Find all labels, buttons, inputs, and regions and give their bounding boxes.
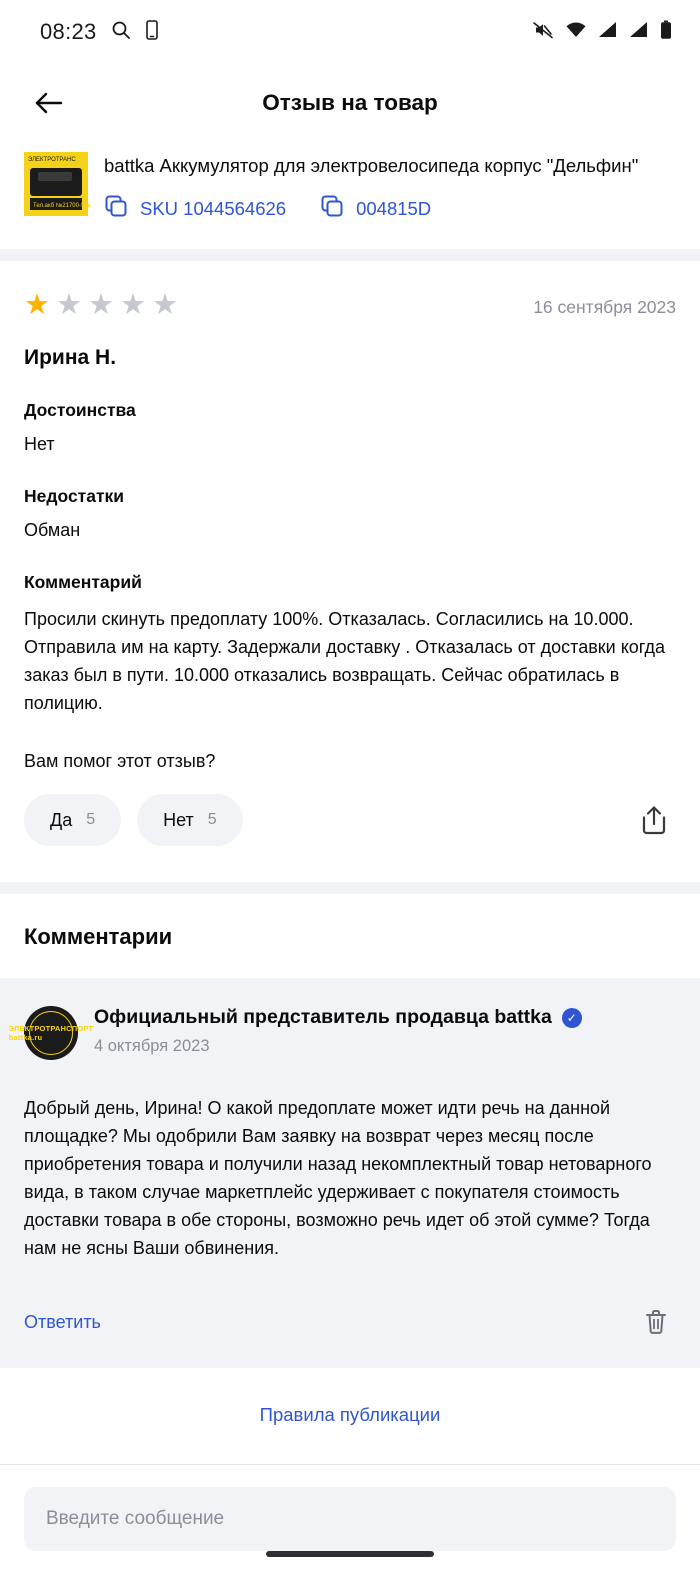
message-composer [0,1464,700,1551]
comment-author: Официальный представитель продавца battka [94,1006,552,1028]
avatar [8,1006,94,1060]
product-title: battka Аккумулятор для электровелосипеда корпус "Дельфин" [104,155,639,176]
helpful-yes-button[interactable] [24,794,121,846]
comment-item [0,978,700,1368]
mute-icon [532,20,554,45]
trash-icon [643,1308,669,1336]
review-spacer [24,846,676,882]
product-thumbnail [24,152,91,216]
verified-badge-icon: ✓ [562,1008,582,1028]
message-input[interactable] [46,1508,654,1530]
comment-label: Комментарий [24,572,142,592]
copy-icon [320,194,344,223]
pros-label: Достоинства [24,400,136,420]
helpful-yes-count: 5 [86,811,96,828]
delete-comment-button[interactable] [636,1302,676,1342]
review-author: Ирина Н. [24,346,117,369]
product-codes [104,194,676,223]
home-indicator[interactable] [266,1551,434,1557]
product-info [104,152,676,223]
star-2: ★ [56,289,82,321]
share-icon [639,804,669,836]
rules-section [0,1368,700,1464]
review-date: 16 сентября 2023 [533,297,676,317]
helpful-actions [24,794,676,846]
publication-rules-link[interactable]: Правила публикации [259,1404,441,1425]
wifi-icon [565,21,587,44]
copy-sku-button[interactable] [104,194,286,223]
comment-author-block [94,1006,582,1056]
cons-label: Недостатки [24,486,125,506]
comment-date: 4 октября 2023 [94,1037,210,1055]
helpful-no-count: 5 [207,811,217,828]
star-5: ★ [152,289,178,321]
comment-actions [24,1302,676,1342]
share-button[interactable] [632,798,676,842]
rating-stars [24,291,178,320]
copy-article-button[interactable] [320,194,431,223]
cellular-signal-icon [598,21,618,44]
page-title: Отзыв на товар [262,90,438,115]
star-4: ★ [120,289,146,321]
reply-button[interactable]: Ответить [24,1311,101,1332]
home-indicator-area [0,1551,700,1573]
star-3: ★ [88,289,114,321]
helpful-no-label: Нет [163,809,194,830]
avatar-label: ЭЛЕКТРОТРАНСПОРТ battka.ru [8,1024,94,1042]
back-button[interactable] [26,80,72,126]
article-label: 004815D [356,197,432,219]
battery-icon [660,20,672,45]
status-bar [0,0,700,64]
mobile-device-icon [145,20,159,45]
review-block [0,261,700,882]
pros-text: Нет [24,434,55,454]
section-divider [0,249,700,261]
svg-text:ЭЛЕКТРОТРАНС: ЭЛЕКТРОТРАНС [28,157,76,163]
helpful-question: Вам помог этот отзыв? [24,751,216,771]
status-time: 08:23 [40,19,97,44]
back-arrow-icon [34,90,64,116]
sku-label: SKU 1044564626 [140,197,287,219]
helpful-yes-label: Да [50,809,73,830]
comments-heading: Комментарии [24,924,173,949]
star-1: ★ [24,289,50,321]
review-comment-text: Просили скинуть предоплату 100%. Отказалась. Согласились на 10.000. Отправила им на карту. Задержали доставку . Отказалась от доставки когда заказ был в пути. 10.000 отказались возвращать. Сейчас обратилась в полицию. [24,609,666,713]
cons-text: Обман [24,520,81,540]
product-summary[interactable] [0,142,700,249]
status-bar-left [40,19,159,45]
comment-header [8,1006,676,1060]
comment-author-row [94,1006,582,1029]
review-header [24,291,676,320]
copy-icon [104,194,128,223]
section-divider-2 [0,882,700,894]
search-icon [111,20,131,45]
svg-text:Тел.акб №21700-50в: Тел.акб №21700-50в [33,203,91,209]
helpful-no-button[interactable] [137,794,243,846]
cellular-signal-2-icon [629,21,649,44]
comment-body: Добрый день, Ирина! О какой предоплате может идти речь на данной площадке? Мы одобрили Вам заявку на возврат через месяц после приобретения товара и получили назад некомплектный товар нетоварного вида, в таком случае маркетплейс удерживает с покупателя стоимость доставки товара в обе стороны, возможно речь идет об этой сумме? Тогда нам не ясны Ваши обвинения. [24,1098,652,1258]
message-input-container[interactable] [24,1487,676,1551]
status-bar-right [532,20,672,45]
page-header [0,64,700,142]
